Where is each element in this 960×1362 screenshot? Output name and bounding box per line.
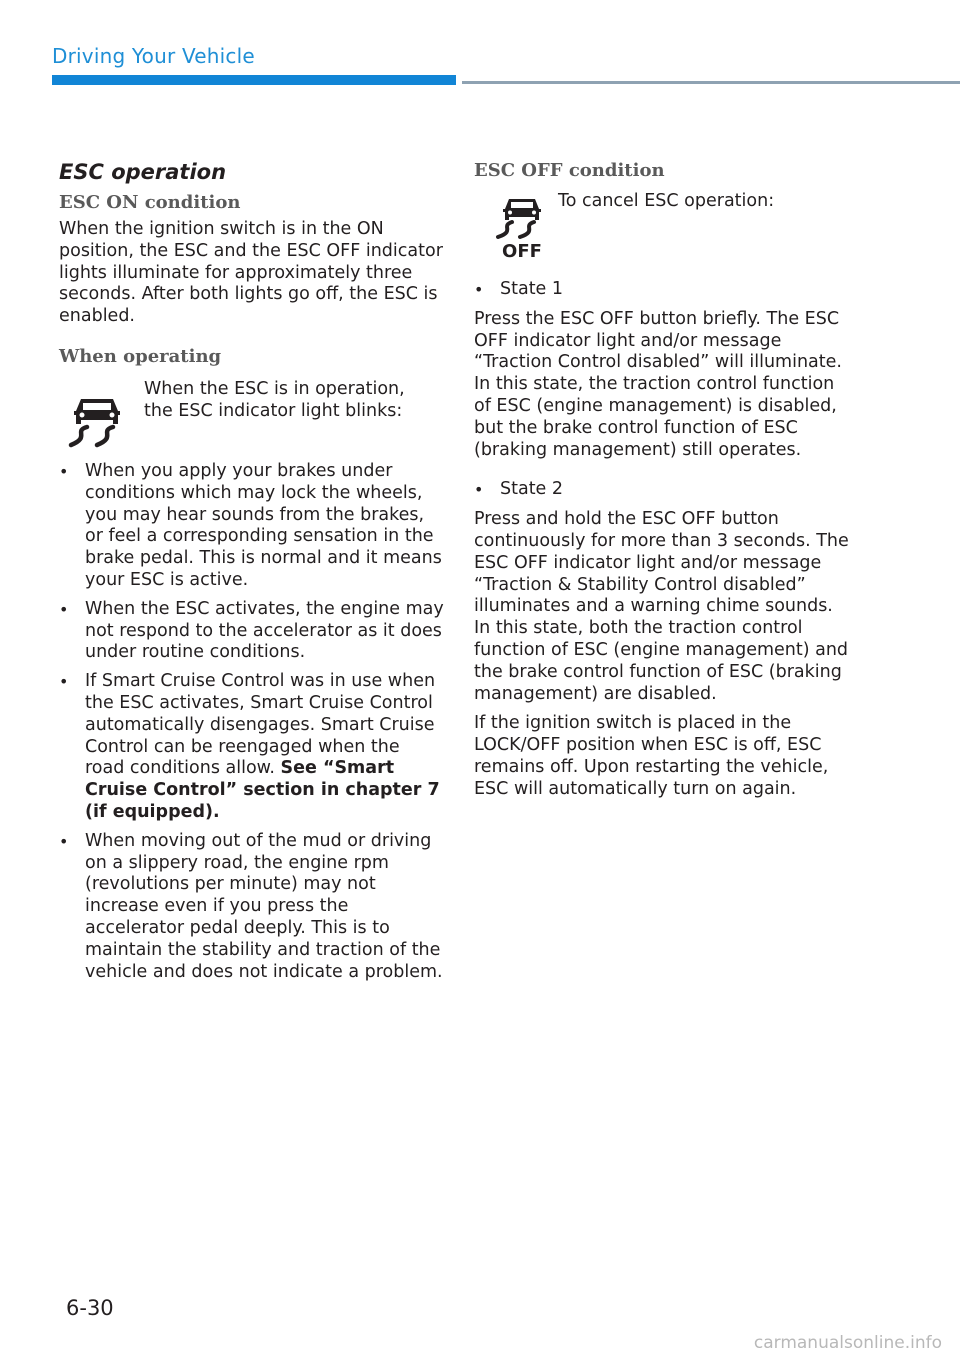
list-item: • When moving out of the mud or driving on a slippery road, the engine rpm (revolutions per minute) may not increase even if you press the accelerator pedal deeply. This is to maintain the stability and traction of the vehicle and does not indicate a problem.: [59, 831, 444, 984]
state-1-text: Press the ESC OFF button briefly. The ESC OFF indicator light and/or message “Traction Control disabled” will illuminate. In this state, the traction control function of ESC (engine management) is disabled, but the brake control function of ESC (braking management) still operates.: [474, 308, 842, 460]
section-title: ESC operation: [59, 160, 227, 184]
page-number: 6-30: [66, 1296, 114, 1320]
esc-indicator-icon: [67, 391, 127, 455]
watermark: carmanualsonline.info: [753, 1333, 942, 1353]
esc-on-heading: ESC ON condition: [59, 192, 241, 213]
list-item: [59, 671, 444, 824]
state-1-label: • State 1: [474, 279, 854, 301]
off-icon-text: To cancel ESC operation:: [558, 191, 775, 211]
esc-off-indicator-icon: [492, 193, 552, 267]
left-column: [59, 160, 444, 990]
restart-note: If the ignition switch is placed in the LOCK/OFF position when ESC is off, ESC remains off. Upon restarting the vehicle, ESC will automatically turn on again.: [474, 713, 829, 799]
header-title: Driving Your Vehicle: [52, 44, 255, 68]
esc-off-block: [474, 187, 854, 279]
operating-bullets: [59, 461, 444, 983]
esc-off-heading: ESC OFF condition: [474, 160, 665, 181]
list-item: • When you apply your brakes under conditions which may lock the wheels, you may hear sounds from the brakes, or feel a corresponding sensation in the brake pedal. This is normal and it means your ESC is active.: [59, 461, 444, 592]
list-item: • When the ESC activates, the engine may not respond to the accelerator as it does under routine conditions.: [59, 599, 444, 664]
esc-indicator-block: [59, 373, 444, 461]
state-2-label: • State 2: [474, 479, 854, 501]
esc-on-text: When the ignition switch is in the ON position, the ESC and the ESC OFF indicator lights illuminate for approximately three seconds. After both lights go off, the ESC is enabled.: [59, 219, 443, 327]
header-bar-accent: [52, 75, 456, 85]
off-label: OFF: [502, 241, 542, 262]
operating-icon-text: When the ESC is in operation, the ESC indicator light blinks:: [144, 378, 405, 421]
operating-heading: When operating: [59, 345, 222, 367]
list-item-text: If Smart Cruise Control was in use when the ESC activates, Smart Cruise Control automatically disengages. Smart Cruise Control can be reengaged when the road conditions allow.: [85, 671, 436, 779]
header-bar-line: [462, 81, 960, 84]
state-2-text: Press and hold the ESC OFF button continuously for more than 3 seconds. The ESC OFF indicator light and/or message “Traction & Stability Control disabled” illuminates and a warning chime sounds. In this state, both the traction control function of ESC (engine management) and the brake control function of ESC (braking management) are disabled.: [474, 509, 849, 704]
cross-reference: See “Smart Cruise Control” section in chapter 7 (if equipped).: [85, 758, 440, 822]
right-column: [474, 160, 854, 801]
